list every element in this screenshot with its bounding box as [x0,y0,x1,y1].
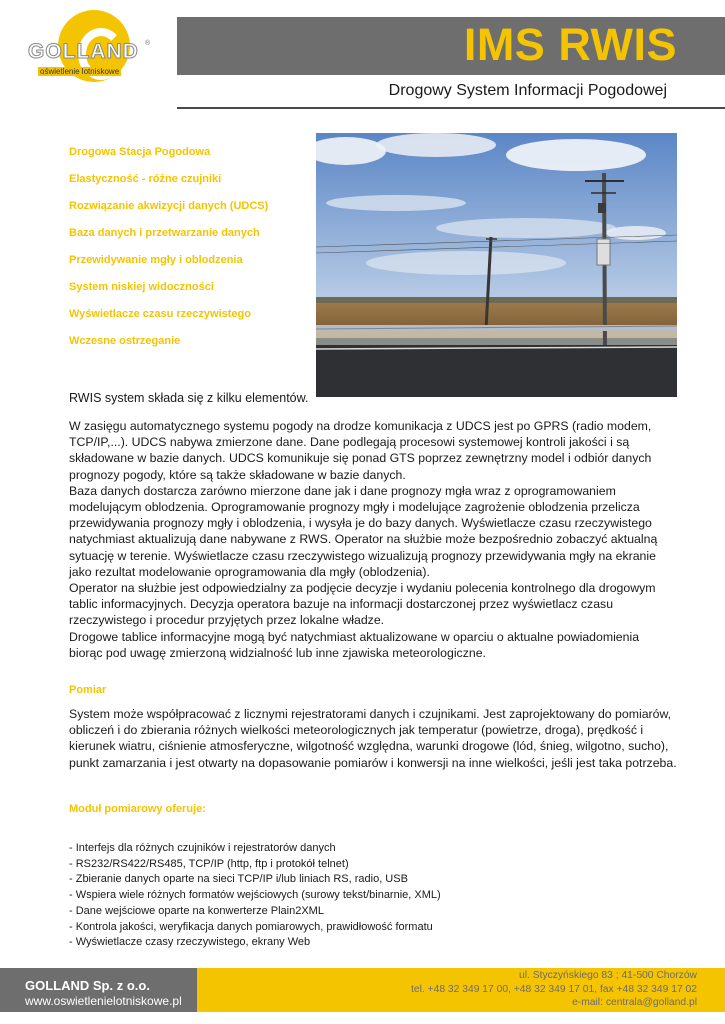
feature-item: Rozwiązanie akwizycji danych (UDCS) [69,200,269,212]
phone-line: tel. +48 32 349 17 00, +48 32 349 17 01, fax +48 32 349 17 02 [411,983,697,995]
section-heading-pomiar: Pomiar [69,684,107,696]
weather-station-photo [316,133,677,397]
address-line: ul. Styczyńskiego 83 ; 41-500 Chorzów [519,970,697,981]
footer-contact-block [197,968,725,1012]
logo-subtext: oświetlenie lotniskowe [40,67,120,76]
company-name: GOLLAND Sp. z o.o. [25,978,150,993]
feature-list [69,146,268,362]
title-banner [177,17,725,75]
page-title: IMS RWIS [463,19,677,70]
feature-item: Wyświetlacze czasu rzeczywistego [69,308,251,320]
intro-text: RWIS system składa się z kilku elementów. [69,391,309,405]
description-paragraph: Operator na służbie jest odpowiedzialny za podjęcie decyzje i wydaniu polecenia kontrolnego dla drogowym tablic informacyjnych. Decyzja operatora bazuje na informacji dostarczonej przez wyświetlacz czasu rzeczywistego i procedur przyjętych przez lokalne władze. [69,581,656,628]
description-block [69,418,669,661]
module-feature-item: - RS232/RS422/RS485, TCP/IP (http, ftp i protokół telnet) [69,857,349,870]
section-heading-modul: Moduł pomiarowy oferuje: [69,803,206,815]
feature-item: Baza danych i przetwarzanie danych [69,227,260,239]
description-paragraph: Baza danych dostarcza zarówno mierzone dane jak i dane prognozy mgła wraz z oprogramowaniem modelującym oblodzenia. Oprogramowanie prognozy mgły i modelujące zagrożenie oblodzenia przelicza przewidywania prognozy mgły i oblodzenia, i wysyła je do bazy danych. Wyświetlacze czasu rzeczywistego natychmiast aktualizują dane nabywane z RWS. Operator na służbie może bezpośrednio zobaczyć aktualną sytuację w terenie. Wyświetlacze czasu rzeczywistego wizualizują prognozy przewidywania mgły na ekranie jako rezultat modelowanie oprogramowania dla mgły (oblodzenia). [69,483,658,579]
pomiar-description: System może współpracować z licznymi rejestratorami danych i czujnikami. Jest zaprojektowany do pomiarów, obliczeń i do zbierania różnych wielkości meteorologicznych jak temperatur (powietrze, droga), prędkość i kierunek wiatru, ciśnienie atmosferyczne, wilgotność względna, warunki drogowe (lód, śnieg, wilgotno, sucho), punkt zamarzania i jest otwarty na dopasowanie pomiarów i konwersji na inne wielkości, jeśli jest taka potrzeba. [69,707,677,770]
email-link[interactable]: e-mail: centrala@golland.pl [572,997,697,1008]
feature-item: System niskiej widoczności [69,281,214,293]
module-feature-item: - Kontrola jakości, weryfikacja danych pomiarowych, prawidłowość formatu [69,920,433,933]
contact-details [367,969,697,1010]
feature-item: Elastyczność - różne czujniki [69,173,222,185]
module-feature-item: - Zbieranie danych oparte na sieci TCP/IP i/lub liniach RS, radio, USB [69,873,408,886]
module-feature-item: - Dane wejściowe oparte na konwerterze Plain2XML [69,904,324,917]
logo-registered-mark: ® [145,40,151,47]
page-footer [0,968,725,1012]
company-website-link[interactable]: www.oswietlenielotniskowe.pl [25,994,182,1008]
weather-station-illustration [316,133,677,397]
module-feature-list [69,841,441,951]
logo-text: GOLLAND [28,40,139,63]
feature-item: Przewidywanie mgły i oblodzenia [69,254,243,266]
feature-item: Drogowa Stacja Pogodowa [69,146,211,158]
feature-item: Wczesne ostrzeganie [69,335,181,347]
description-paragraph: Drogowe tablice informacyjne mogą być natychmiast aktualizowane w oparciu o aktualne powiadomienia biorąc pod uwagę zmierzoną widzialność lub inne zjawiska meteorologiczne. [69,629,640,660]
footer-company-block [0,968,197,1012]
module-feature-item: - Interfejs dla różnych czujników i rejestratorów danych [69,842,336,854]
company-logo [28,10,158,85]
module-feature-item: - Wspiera wiele różnych formatów wejściowych (surowy tekst/binarnie, XML) [69,889,441,902]
module-feature-item: - Wyświetlacze czasy rzeczywistego, ekrany Web [69,936,311,949]
header-divider [177,107,725,109]
page-subtitle: Drogowy System Informacji Pogodowej [388,82,667,99]
description-paragraph: W zasięgu automatycznego systemu pogody na drodze komunikacja z UDCS jest po GPRS (radio modem, TCP/IP,...). UDCS nabywa zmierzone dane. Dane podlegają procesowi systemowej kontroli jakości i są składowane w bazie danych. UDCS komunikuje się ponad GTS poprzez zewnętrzny model i odbiór danych prognozy pogody, które są także składowane w bazie danych. [69,419,652,482]
